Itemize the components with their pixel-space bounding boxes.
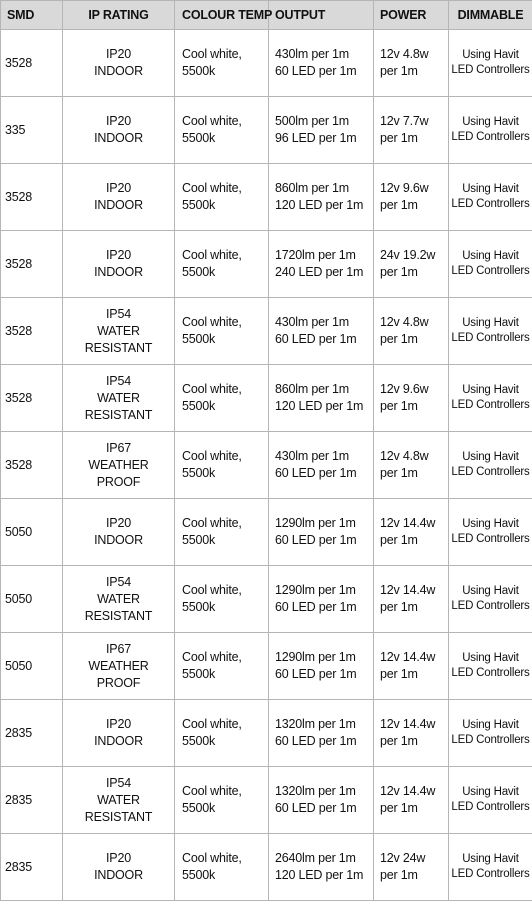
cell-colour-temp-line: 5500k: [182, 398, 264, 415]
cell-ip-rating-line: IP20: [67, 850, 170, 867]
cell-colour-temp: [175, 30, 269, 97]
cell-colour-temp: [175, 432, 269, 499]
cell-power-line: per 1m: [380, 331, 444, 348]
cell-dimmable-line: LED Controllers: [451, 63, 530, 78]
table-row: [1, 432, 532, 499]
cell-power: [374, 633, 449, 700]
cell-output-line: 2640lm per 1m: [275, 850, 369, 867]
cell-ip-rating-line: WATER: [67, 591, 170, 608]
cell-power: [374, 365, 449, 432]
cell-dimmable-line: Using Havit: [451, 182, 530, 197]
cell-colour-temp-line: 5500k: [182, 63, 264, 80]
cell-smd: 335: [1, 97, 63, 164]
cell-output-line: 60 LED per 1m: [275, 666, 369, 683]
cell-dimmable: [449, 298, 532, 365]
cell-power: [374, 566, 449, 633]
cell-ip-rating-line: IP20: [67, 247, 170, 264]
cell-ip-rating: [63, 834, 175, 901]
cell-dimmable: [449, 499, 532, 566]
cell-colour-temp: [175, 834, 269, 901]
cell-power-line: 12v 14.4w: [380, 515, 444, 532]
cell-dimmable-line: Using Havit: [451, 450, 530, 465]
cell-colour-temp: [175, 767, 269, 834]
cell-dimmable-line: LED Controllers: [451, 733, 530, 748]
cell-colour-temp-line: 5500k: [182, 532, 264, 549]
table-row: [1, 30, 532, 97]
cell-power: [374, 298, 449, 365]
cell-power-line: 12v 14.4w: [380, 582, 444, 599]
cell-power: [374, 97, 449, 164]
table-row: [1, 633, 532, 700]
cell-ip-rating-line: IP20: [67, 113, 170, 130]
cell-output: [269, 700, 374, 767]
cell-power-line: 12v 4.8w: [380, 448, 444, 465]
cell-ip-rating-line: IP20: [67, 46, 170, 63]
cell-output-line: 1720lm per 1m: [275, 247, 369, 264]
cell-output-line: 1320lm per 1m: [275, 716, 369, 733]
cell-colour-temp-line: 5500k: [182, 800, 264, 817]
cell-colour-temp: [175, 633, 269, 700]
cell-smd: 3528: [1, 164, 63, 231]
table-row: [1, 97, 532, 164]
cell-output-line: 60 LED per 1m: [275, 800, 369, 817]
cell-colour-temp-line: Cool white,: [182, 515, 264, 532]
header-ip-rating: IP RATING: [63, 1, 175, 30]
table-row: [1, 834, 532, 901]
cell-ip-rating-line: PROOF: [67, 474, 170, 491]
cell-power-line: per 1m: [380, 532, 444, 549]
cell-output-line: 120 LED per 1m: [275, 398, 369, 415]
table-row: [1, 566, 532, 633]
table-header: [1, 1, 532, 30]
cell-colour-temp-line: Cool white,: [182, 716, 264, 733]
cell-power: [374, 834, 449, 901]
table-row: [1, 365, 532, 432]
cell-dimmable-line: Using Havit: [451, 48, 530, 63]
cell-colour-temp-line: 5500k: [182, 599, 264, 616]
cell-ip-rating: [63, 566, 175, 633]
cell-ip-rating: [63, 365, 175, 432]
cell-ip-rating-line: RESISTANT: [67, 809, 170, 826]
cell-power-line: per 1m: [380, 800, 444, 817]
cell-power-line: per 1m: [380, 666, 444, 683]
cell-ip-rating-line: WATER: [67, 323, 170, 340]
cell-output: [269, 566, 374, 633]
table-row: [1, 164, 532, 231]
cell-smd: 2835: [1, 834, 63, 901]
cell-ip-rating: [63, 231, 175, 298]
cell-output-line: 500lm per 1m: [275, 113, 369, 130]
cell-power: [374, 499, 449, 566]
cell-ip-rating: [63, 298, 175, 365]
cell-dimmable: [449, 566, 532, 633]
cell-ip-rating: [63, 164, 175, 231]
cell-dimmable-line: LED Controllers: [451, 867, 530, 882]
cell-dimmable: [449, 164, 532, 231]
cell-output-line: 1290lm per 1m: [275, 582, 369, 599]
cell-smd: 2835: [1, 700, 63, 767]
cell-smd: 5050: [1, 499, 63, 566]
cell-dimmable-line: Using Havit: [451, 517, 530, 532]
cell-power-line: 12v 9.6w: [380, 180, 444, 197]
cell-dimmable-line: LED Controllers: [451, 130, 530, 145]
cell-colour-temp-line: 5500k: [182, 465, 264, 482]
cell-dimmable-line: LED Controllers: [451, 398, 530, 413]
cell-ip-rating-line: IP20: [67, 180, 170, 197]
cell-colour-temp-line: Cool white,: [182, 314, 264, 331]
cell-dimmable-line: LED Controllers: [451, 599, 530, 614]
cell-dimmable-line: Using Havit: [451, 785, 530, 800]
cell-output: [269, 767, 374, 834]
cell-colour-temp-line: 5500k: [182, 867, 264, 884]
table-row: [1, 700, 532, 767]
cell-ip-rating-line: RESISTANT: [67, 608, 170, 625]
cell-ip-rating-line: INDOOR: [67, 867, 170, 884]
cell-ip-rating-line: INDOOR: [67, 197, 170, 214]
cell-ip-rating-line: PROOF: [67, 675, 170, 692]
cell-colour-temp-line: Cool white,: [182, 850, 264, 867]
cell-ip-rating-line: IP67: [67, 641, 170, 658]
table-row: [1, 767, 532, 834]
cell-colour-temp-line: Cool white,: [182, 247, 264, 264]
header-colour-temp: COLOUR TEMP: [175, 1, 269, 30]
cell-dimmable: [449, 97, 532, 164]
cell-dimmable-line: Using Havit: [451, 718, 530, 733]
cell-ip-rating-line: IP67: [67, 440, 170, 457]
cell-output: [269, 164, 374, 231]
cell-colour-temp: [175, 231, 269, 298]
cell-output-line: 240 LED per 1m: [275, 264, 369, 281]
cell-dimmable-line: Using Havit: [451, 852, 530, 867]
cell-ip-rating-line: WEATHER: [67, 658, 170, 675]
header-output: OUTPUT: [269, 1, 374, 30]
cell-power: [374, 700, 449, 767]
cell-dimmable: [449, 767, 532, 834]
cell-dimmable: [449, 432, 532, 499]
cell-output: [269, 432, 374, 499]
cell-power: [374, 432, 449, 499]
cell-power-line: 12v 14.4w: [380, 783, 444, 800]
cell-dimmable-line: Using Havit: [451, 383, 530, 398]
cell-power-line: 12v 4.8w: [380, 46, 444, 63]
cell-output: [269, 30, 374, 97]
cell-dimmable-line: Using Havit: [451, 249, 530, 264]
cell-ip-rating-line: INDOOR: [67, 130, 170, 147]
cell-dimmable: [449, 834, 532, 901]
cell-ip-rating: [63, 97, 175, 164]
cell-power: [374, 767, 449, 834]
cell-colour-temp-line: Cool white,: [182, 582, 264, 599]
cell-output-line: 430lm per 1m: [275, 46, 369, 63]
cell-output-line: 1290lm per 1m: [275, 515, 369, 532]
cell-output-line: 120 LED per 1m: [275, 197, 369, 214]
cell-colour-temp-line: Cool white,: [182, 46, 264, 63]
cell-dimmable-line: LED Controllers: [451, 197, 530, 212]
cell-power-line: per 1m: [380, 599, 444, 616]
cell-output-line: 60 LED per 1m: [275, 63, 369, 80]
cell-output: [269, 298, 374, 365]
cell-colour-temp-line: 5500k: [182, 197, 264, 214]
cell-smd: 3528: [1, 298, 63, 365]
cell-ip-rating-line: RESISTANT: [67, 407, 170, 424]
cell-ip-rating-line: IP54: [67, 373, 170, 390]
cell-ip-rating-line: INDOOR: [67, 63, 170, 80]
cell-colour-temp: [175, 499, 269, 566]
table-row: [1, 499, 532, 566]
cell-colour-temp: [175, 97, 269, 164]
cell-dimmable: [449, 633, 532, 700]
cell-power-line: per 1m: [380, 867, 444, 884]
cell-ip-rating-line: IP54: [67, 775, 170, 792]
cell-output: [269, 633, 374, 700]
cell-dimmable: [449, 231, 532, 298]
cell-ip-rating-line: IP20: [67, 515, 170, 532]
cell-colour-temp: [175, 164, 269, 231]
cell-dimmable: [449, 365, 532, 432]
cell-dimmable: [449, 700, 532, 767]
cell-ip-rating-line: WATER: [67, 792, 170, 809]
cell-power: [374, 231, 449, 298]
cell-output-line: 60 LED per 1m: [275, 599, 369, 616]
cell-ip-rating: [63, 499, 175, 566]
cell-ip-rating-line: INDOOR: [67, 532, 170, 549]
cell-ip-rating: [63, 432, 175, 499]
cell-output-line: 1320lm per 1m: [275, 783, 369, 800]
header-dimmable: DIMMABLE: [449, 1, 532, 30]
cell-power-line: per 1m: [380, 130, 444, 147]
cell-colour-temp-line: 5500k: [182, 331, 264, 348]
cell-ip-rating-line: IP54: [67, 306, 170, 323]
table-body: [1, 30, 532, 901]
cell-output-line: 96 LED per 1m: [275, 130, 369, 147]
table-row: [1, 231, 532, 298]
cell-colour-temp-line: Cool white,: [182, 448, 264, 465]
cell-output-line: 860lm per 1m: [275, 381, 369, 398]
cell-ip-rating-line: WEATHER: [67, 457, 170, 474]
cell-power: [374, 30, 449, 97]
cell-dimmable-line: Using Havit: [451, 584, 530, 599]
cell-ip-rating-line: INDOOR: [67, 264, 170, 281]
cell-power-line: per 1m: [380, 465, 444, 482]
cell-smd: 3528: [1, 30, 63, 97]
cell-output: [269, 365, 374, 432]
cell-power-line: 12v 14.4w: [380, 716, 444, 733]
cell-output-line: 860lm per 1m: [275, 180, 369, 197]
cell-dimmable-line: LED Controllers: [451, 465, 530, 480]
cell-power-line: per 1m: [380, 733, 444, 750]
cell-power-line: 12v 14.4w: [380, 649, 444, 666]
cell-ip-rating-line: INDOOR: [67, 733, 170, 750]
cell-smd: 3528: [1, 432, 63, 499]
cell-ip-rating: [63, 30, 175, 97]
cell-output-line: 60 LED per 1m: [275, 331, 369, 348]
cell-power-line: 12v 7.7w: [380, 113, 444, 130]
cell-power-line: 12v 9.6w: [380, 381, 444, 398]
cell-colour-temp-line: Cool white,: [182, 783, 264, 800]
cell-colour-temp-line: 5500k: [182, 666, 264, 683]
cell-ip-rating: [63, 767, 175, 834]
cell-colour-temp: [175, 566, 269, 633]
cell-ip-rating: [63, 700, 175, 767]
cell-output-line: 60 LED per 1m: [275, 733, 369, 750]
cell-ip-rating-line: WATER: [67, 390, 170, 407]
cell-output-line: 60 LED per 1m: [275, 465, 369, 482]
cell-colour-temp: [175, 365, 269, 432]
cell-ip-rating-line: IP20: [67, 716, 170, 733]
cell-power-line: per 1m: [380, 63, 444, 80]
cell-ip-rating-line: IP54: [67, 574, 170, 591]
cell-smd: 2835: [1, 767, 63, 834]
table-row: [1, 298, 532, 365]
cell-colour-temp: [175, 298, 269, 365]
cell-colour-temp: [175, 700, 269, 767]
cell-dimmable-line: LED Controllers: [451, 264, 530, 279]
cell-colour-temp-line: Cool white,: [182, 381, 264, 398]
cell-power-line: 24v 19.2w: [380, 247, 444, 264]
cell-colour-temp-line: Cool white,: [182, 649, 264, 666]
cell-colour-temp-line: 5500k: [182, 264, 264, 281]
cell-output: [269, 834, 374, 901]
cell-power-line: per 1m: [380, 197, 444, 214]
cell-dimmable: [449, 30, 532, 97]
cell-power: [374, 164, 449, 231]
cell-dimmable-line: LED Controllers: [451, 666, 530, 681]
header-smd: SMD: [1, 1, 63, 30]
header-row: [1, 1, 532, 30]
cell-dimmable-line: LED Controllers: [451, 331, 530, 346]
cell-smd: 5050: [1, 566, 63, 633]
cell-power-line: per 1m: [380, 398, 444, 415]
cell-ip-rating: [63, 633, 175, 700]
cell-dimmable-line: Using Havit: [451, 651, 530, 666]
cell-power-line: per 1m: [380, 264, 444, 281]
cell-colour-temp-line: Cool white,: [182, 113, 264, 130]
cell-smd: 5050: [1, 633, 63, 700]
cell-dimmable-line: Using Havit: [451, 316, 530, 331]
cell-smd: 3528: [1, 365, 63, 432]
cell-output-line: 430lm per 1m: [275, 448, 369, 465]
cell-power-line: 12v 24w: [380, 850, 444, 867]
cell-dimmable-line: LED Controllers: [451, 800, 530, 815]
cell-power-line: 12v 4.8w: [380, 314, 444, 331]
cell-output: [269, 231, 374, 298]
cell-colour-temp-line: 5500k: [182, 130, 264, 147]
cell-dimmable-line: LED Controllers: [451, 532, 530, 547]
cell-ip-rating-line: RESISTANT: [67, 340, 170, 357]
cell-output: [269, 97, 374, 164]
cell-output: [269, 499, 374, 566]
header-power: POWER: [374, 1, 449, 30]
cell-dimmable-line: Using Havit: [451, 115, 530, 130]
cell-smd: 3528: [1, 231, 63, 298]
cell-output-line: 120 LED per 1m: [275, 867, 369, 884]
cell-output-line: 430lm per 1m: [275, 314, 369, 331]
cell-colour-temp-line: 5500k: [182, 733, 264, 750]
cell-output-line: 60 LED per 1m: [275, 532, 369, 549]
cell-output-line: 1290lm per 1m: [275, 649, 369, 666]
cell-colour-temp-line: Cool white,: [182, 180, 264, 197]
